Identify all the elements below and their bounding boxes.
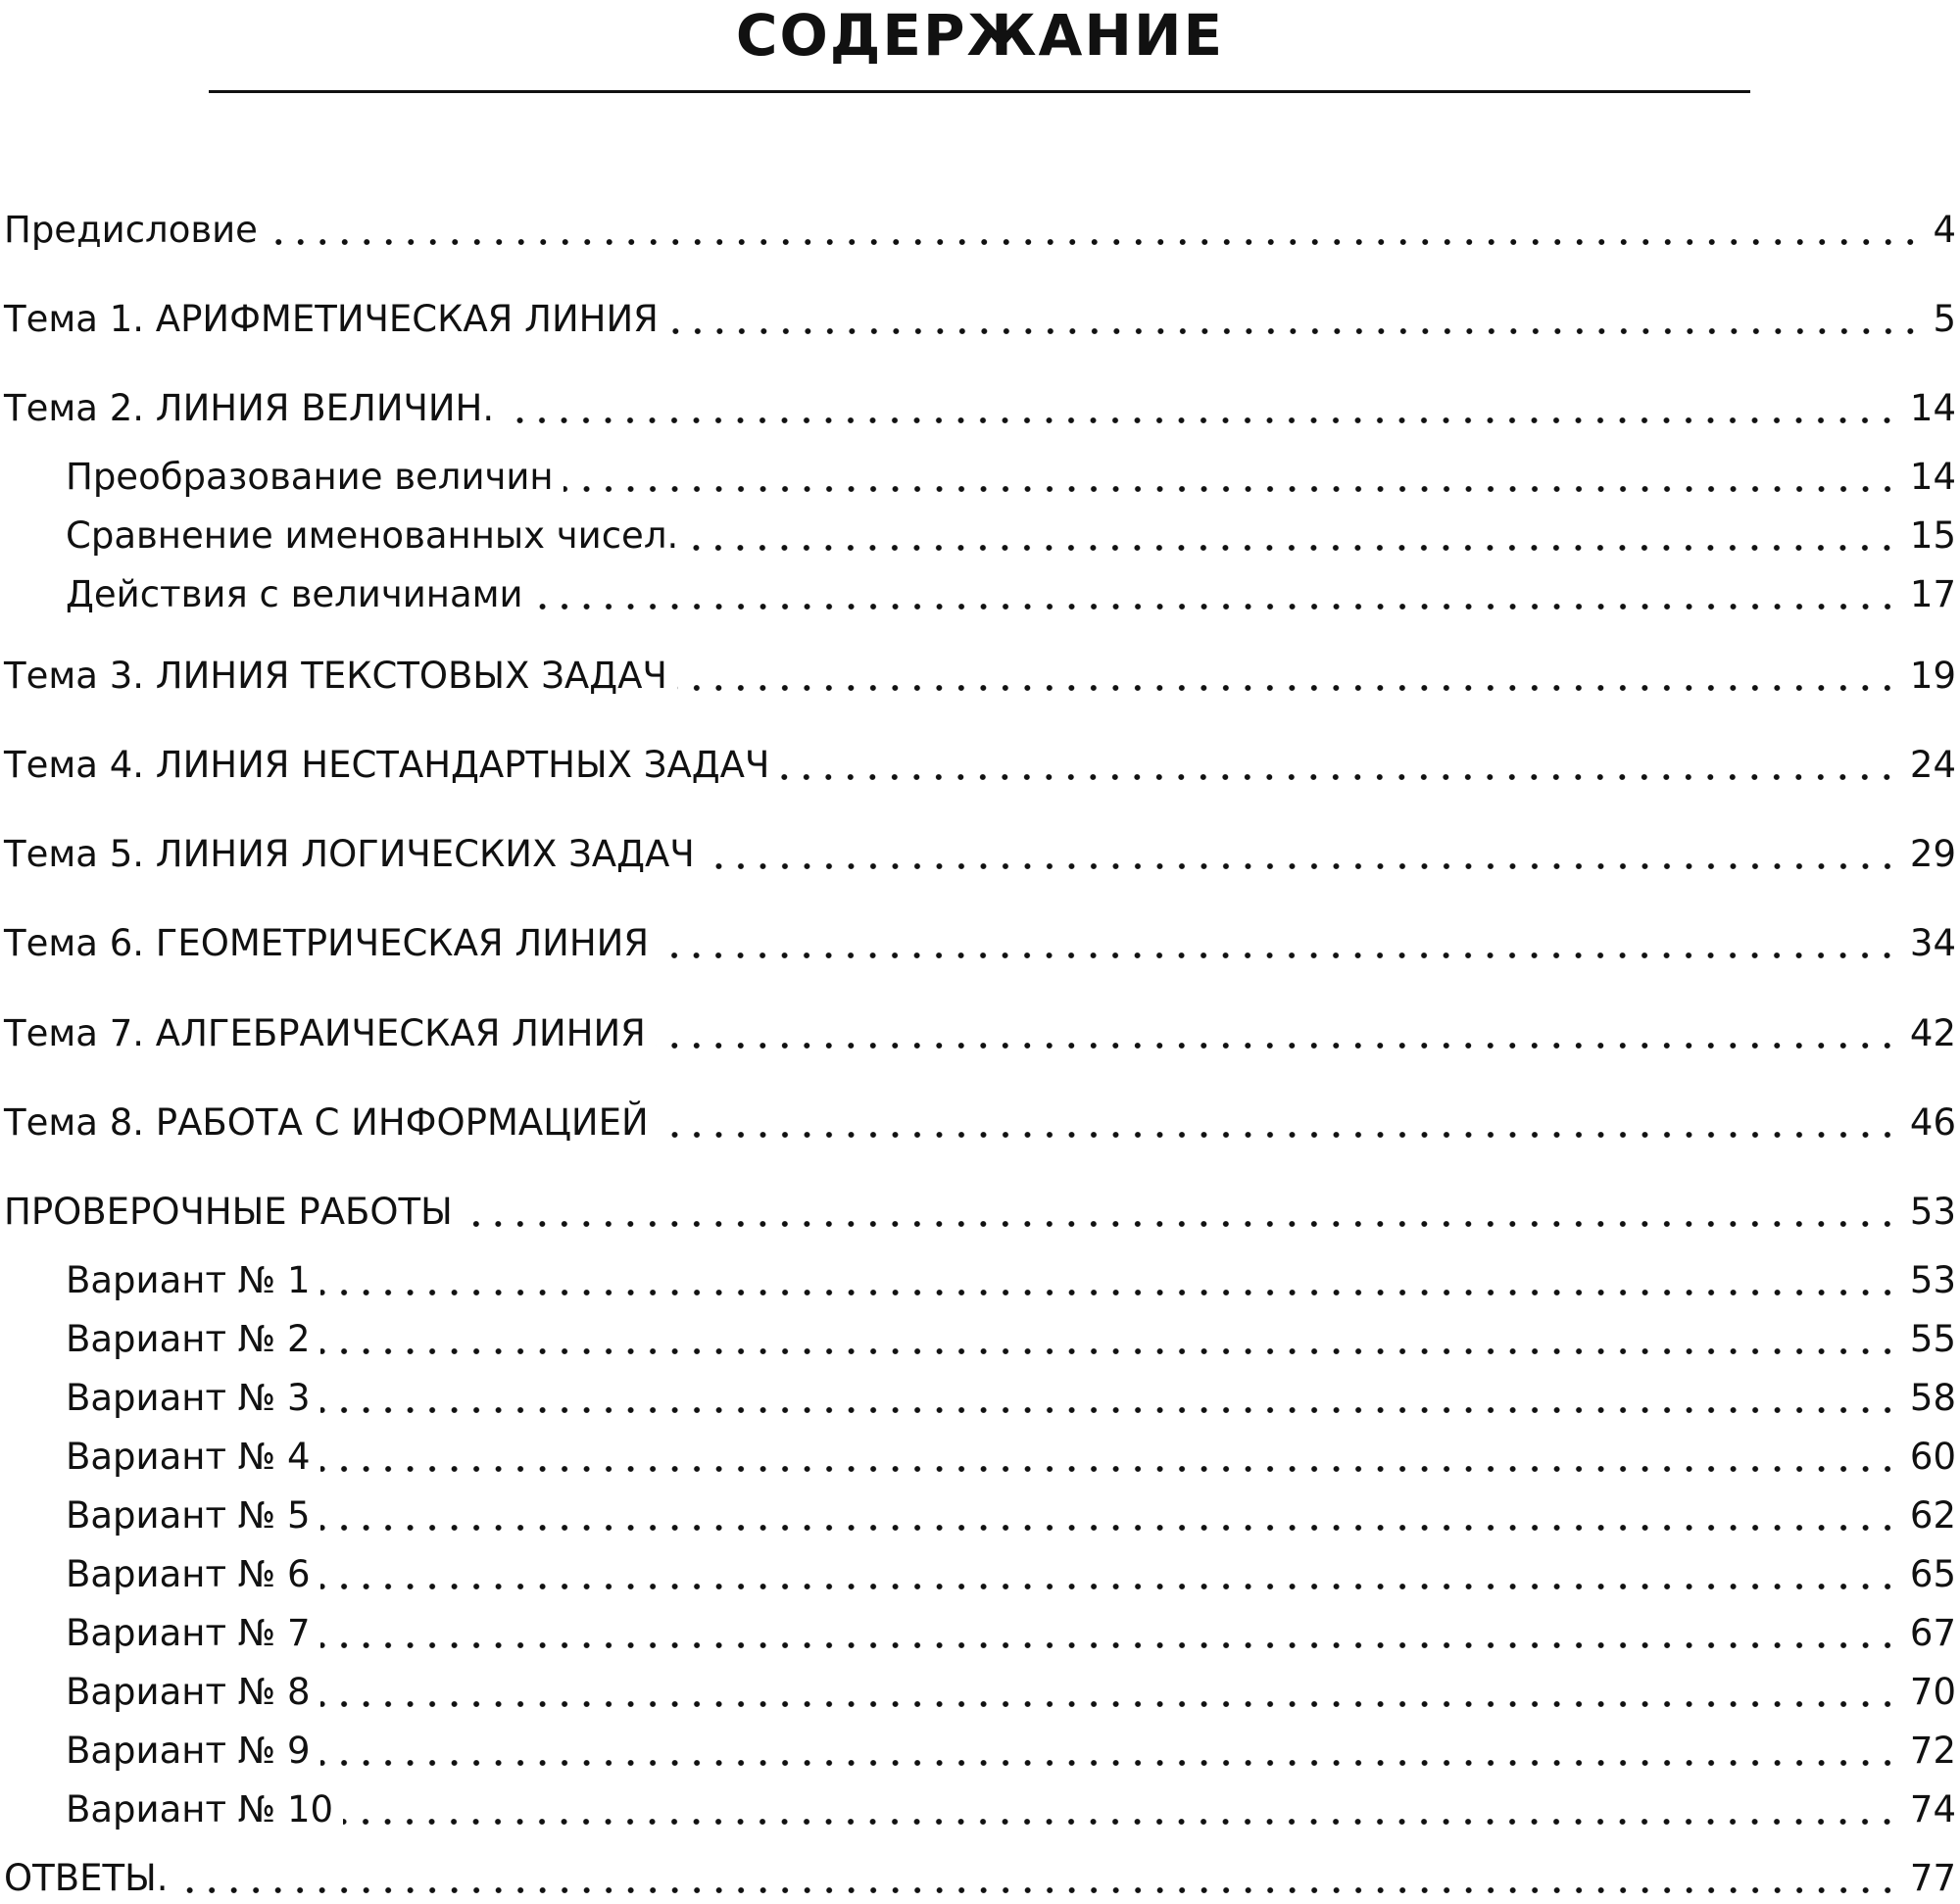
toc-entry-label: Вариант № 6 [66,1553,311,1595]
toc-subentry-variant-8[interactable] [66,1669,1956,1716]
toc-entry-label: ПРОВЕРОЧНЫЕ РАБОТЫ [4,1191,453,1233]
toc-subentry-variant-5[interactable] [66,1492,1956,1539]
toc-subentry-variant-4[interactable] [66,1434,1956,1481]
toc-entry-label: Тема 5. ЛИНИЯ ЛОГИЧЕСКИХ ЗАДАЧ [4,833,695,875]
toc-page-number: 24 [1909,744,1956,786]
dot-leader [504,385,1898,432]
toc-subentry-variant-1[interactable] [66,1257,1956,1304]
dot-leader [779,742,1898,789]
toc-page-number: 74 [1909,1788,1956,1831]
toc-entry-tests[interactable] [4,1189,1956,1236]
dot-leader [564,454,1898,501]
toc-page-number: 53 [1909,1191,1956,1233]
dot-leader [320,1257,1898,1304]
toc-subentry-comparison[interactable] [66,513,1956,560]
toc-entry-label: Вариант № 1 [66,1259,311,1301]
toc-page-number: 19 [1909,655,1956,697]
toc-page-number: 15 [1909,514,1956,557]
toc-subentry-variant-10[interactable] [66,1786,1956,1833]
dot-leader [659,920,1898,967]
toc-page-number: 77 [1909,1857,1956,1899]
toc-subentry-variant-9[interactable] [66,1728,1956,1775]
toc-page-number: 67 [1909,1612,1956,1654]
toc-entry-label: Тема 4. ЛИНИЯ НЕСТАНДАРТНЫХ ЗАДАЧ [4,744,770,786]
dot-leader [320,1610,1898,1657]
dot-leader [320,1669,1898,1716]
toc-entry-label: Сравнение именованных чисел. [66,514,679,557]
toc-page-number: 34 [1909,922,1956,964]
toc-entry-label: Тема 1. АРИФМЕТИЧЕСКАЯ ЛИНИЯ [4,298,659,340]
toc-entry-topic-7[interactable] [4,1010,1956,1057]
dot-leader [343,1786,1898,1833]
dot-leader [320,1434,1898,1481]
toc-entry-label: Тема 6. ГЕОМЕТРИЧЕСКАЯ ЛИНИЯ [4,922,650,964]
toc-entry-topic-3[interactable] [4,653,1956,700]
toc-entry-preface[interactable] [4,207,1956,254]
toc-subentry-variant-3[interactable] [66,1375,1956,1422]
toc-subentry-variant-7[interactable] [66,1610,1956,1657]
dot-leader [320,1492,1898,1539]
toc-entry-label: Действия с величинами [66,573,523,615]
toc-entry-topic-8[interactable] [4,1099,1956,1147]
dot-leader [705,831,1898,878]
dot-leader [320,1375,1898,1422]
toc-entry-topic-6[interactable] [4,920,1956,967]
toc-page-number: 53 [1909,1259,1956,1301]
dot-leader [320,1551,1898,1598]
toc-page-number: 14 [1909,456,1956,498]
toc-page-number: 46 [1909,1101,1956,1144]
toc-subentry-operations[interactable] [66,571,1956,618]
toc-page-number: 58 [1909,1377,1956,1419]
dot-leader [688,513,1898,560]
toc-entry-label: Предисловие [4,209,258,251]
toc-page-number: 42 [1909,1012,1956,1054]
toc-subentry-variant-2[interactable] [66,1316,1956,1363]
dot-leader [320,1728,1898,1775]
toc-entry-label: Вариант № 5 [66,1494,311,1537]
toc-entry-label: Вариант № 8 [66,1671,311,1713]
dot-leader [178,1855,1898,1902]
toc-page-number: 70 [1909,1671,1956,1713]
toc-entry-label: ОТВЕТЫ. [4,1857,169,1899]
toc-subentry-variant-6[interactable] [66,1551,1956,1598]
toc-entry-label: Тема 8. РАБОТА С ИНФОРМАЦИЕЙ [4,1101,649,1144]
title-divider [209,90,1750,93]
dot-leader [677,653,1898,700]
toc-subentry-conversion[interactable] [66,454,1956,501]
toc-entry-label: Вариант № 9 [66,1730,311,1772]
toc-page-number: 14 [1909,387,1956,429]
toc-page-number: 65 [1909,1553,1956,1595]
toc-entry-label: Вариант № 7 [66,1612,311,1654]
dot-leader [659,1099,1898,1147]
toc-entry-topic-1[interactable] [4,296,1956,343]
toc-entry-label: Тема 3. ЛИНИЯ ТЕКСТОВЫХ ЗАДАЧ [4,655,667,697]
toc-page-number: 29 [1909,833,1956,875]
page-title: СОДЕРЖАНИЕ [735,2,1225,69]
dot-leader [668,296,1922,343]
toc-page-number: 4 [1933,209,1956,251]
dot-leader [463,1189,1898,1236]
toc-entry-label: Тема 2. ЛИНИЯ ВЕЛИЧИН. [4,387,495,429]
toc-page-number: 17 [1909,573,1956,615]
dot-leader [533,571,1898,618]
dot-leader [320,1316,1898,1363]
dot-leader [268,207,1922,254]
toc-page-number: 72 [1909,1730,1956,1772]
dot-leader [656,1010,1898,1057]
toc-page-number: 55 [1909,1318,1956,1360]
toc-page-number: 60 [1909,1436,1956,1478]
toc-entry-label: Вариант № 4 [66,1436,311,1478]
toc-entry-label: Вариант № 3 [66,1377,311,1419]
toc-entry-label: Тема 7. АЛГЕБРАИЧЕСКАЯ ЛИНИЯ [4,1012,646,1054]
toc-entry-topic-2[interactable] [4,385,1956,432]
toc-page-number: 62 [1909,1494,1956,1537]
toc-page-number: 5 [1933,298,1956,340]
toc-entry-label: Вариант № 2 [66,1318,311,1360]
toc-entry-topic-4[interactable] [4,742,1956,789]
toc-entry-label: Вариант № 10 [66,1788,334,1831]
toc-entry-answers[interactable] [4,1855,1956,1902]
toc-entry-label: Преобразование величин [66,456,554,498]
toc-entry-topic-5[interactable] [4,831,1956,878]
